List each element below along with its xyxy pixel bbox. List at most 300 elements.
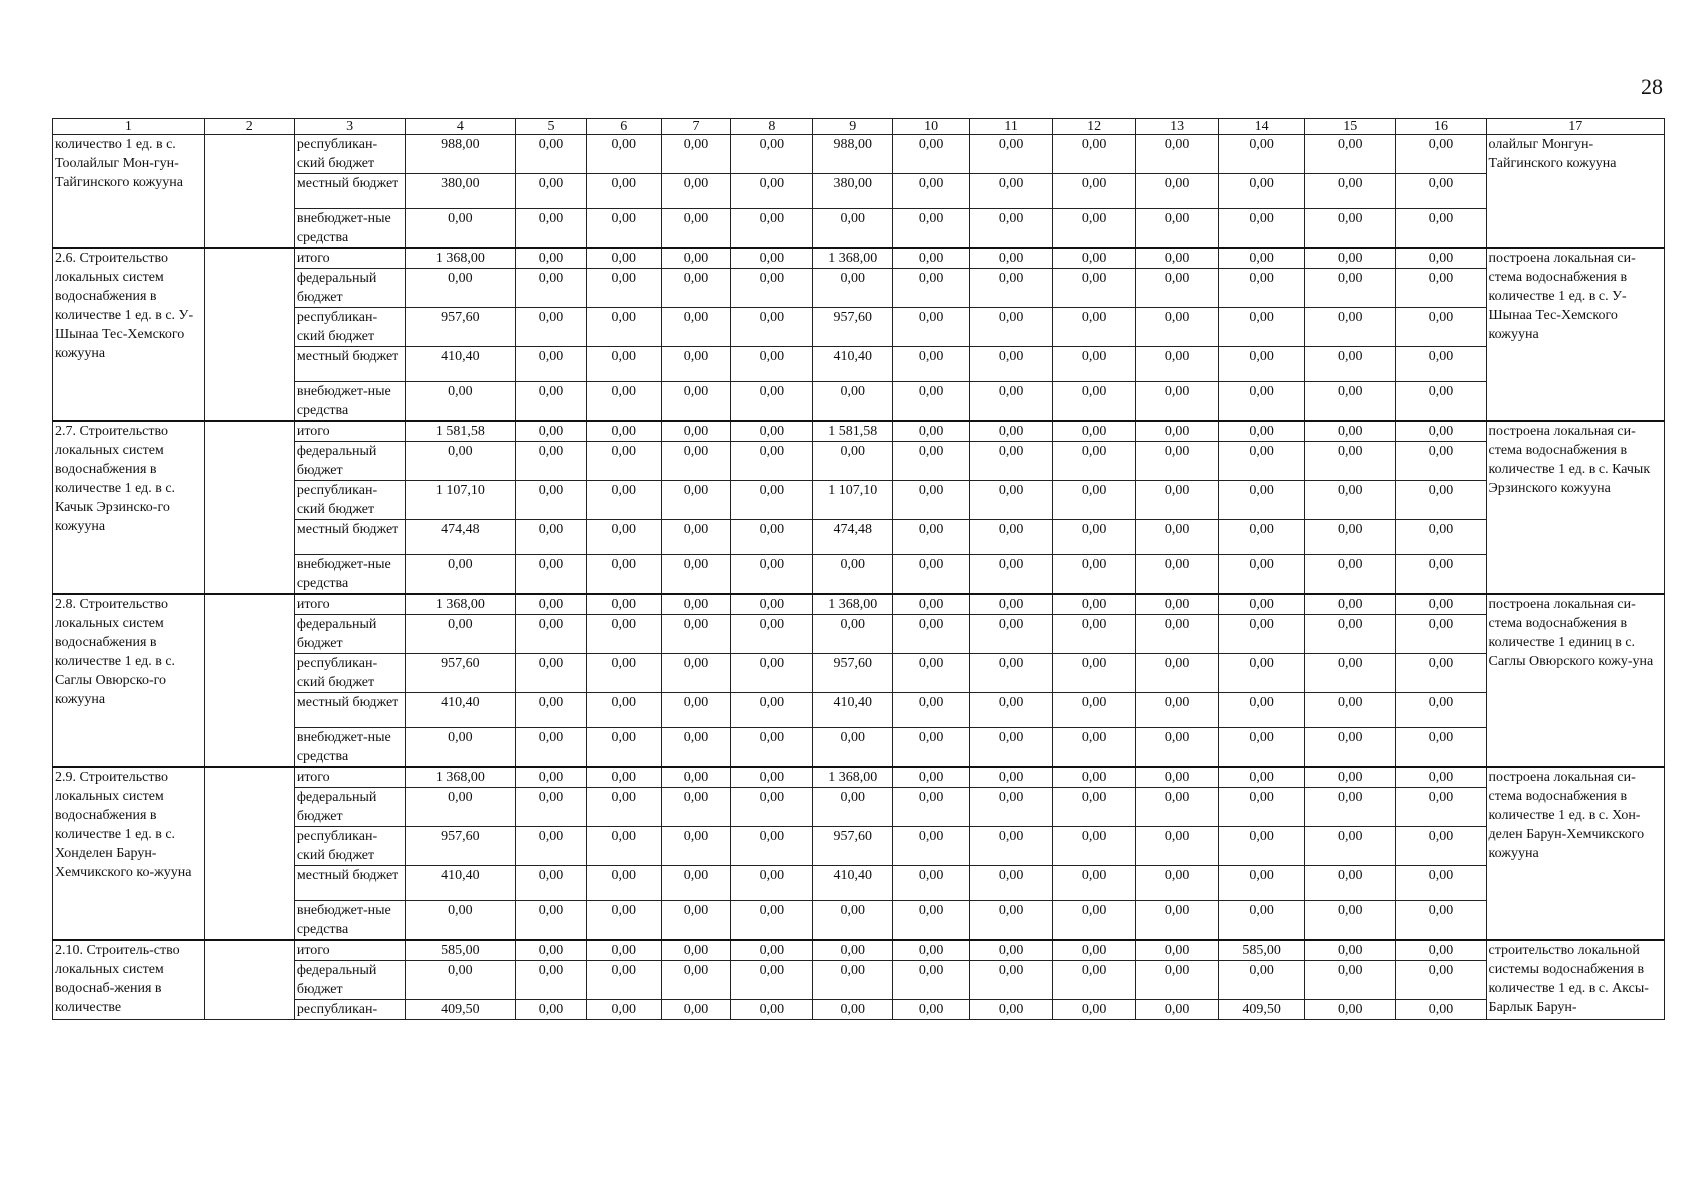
value-cell: 0,00 [661,901,731,941]
value-cell: 0,00 [970,442,1053,481]
table-row [53,421,1665,442]
value-cell: 410,40 [813,866,893,901]
value-cell: 0,00 [586,248,661,269]
value-cell: 0,00 [731,767,813,788]
value-cell: 0,00 [893,347,970,382]
value-cell: 957,60 [813,654,893,693]
funding-source-cell: местный бюджет [294,693,405,728]
value-cell: 0,00 [1396,347,1486,382]
value-cell: 0,00 [1396,827,1486,866]
value-cell: 0,00 [1305,520,1396,555]
column-2-cell [204,421,294,594]
value-cell: 0,00 [1053,693,1136,728]
table-row [53,481,1665,520]
value-cell: 0,00 [1396,442,1486,481]
value-cell: 0,00 [661,248,731,269]
value-cell: 0,00 [1305,827,1396,866]
value-cell: 0,00 [1305,615,1396,654]
value-cell: 0,00 [1053,788,1136,827]
value-cell: 0,00 [661,520,731,555]
budget-table-sheet [52,118,1665,1020]
funding-source-cell: внебюджет-ные средства [294,209,405,249]
funding-source-cell: местный бюджет [294,174,405,209]
value-cell: 0,00 [1305,866,1396,901]
value-cell: 0,00 [516,728,587,768]
value-cell: 0,00 [516,940,587,961]
value-cell: 0,00 [1305,269,1396,308]
value-cell: 0,00 [731,555,813,595]
value-cell: 0,00 [1219,693,1305,728]
value-cell: 0,00 [1305,174,1396,209]
funding-source-cell: федеральный бюджет [294,788,405,827]
value-cell: 1 368,00 [405,767,516,788]
column-number: 11 [970,119,1053,135]
value-cell: 0,00 [516,269,587,308]
value-cell: 0,00 [1305,481,1396,520]
value-cell: 0,00 [1219,728,1305,768]
table-row [53,940,1665,961]
table-row [53,174,1665,209]
value-cell: 0,00 [813,555,893,595]
value-cell: 0,00 [731,442,813,481]
value-cell: 0,00 [970,555,1053,595]
value-cell: 0,00 [516,693,587,728]
value-cell: 0,00 [1136,520,1219,555]
value-cell: 957,60 [813,308,893,347]
value-cell: 0,00 [1219,248,1305,269]
column-number: 15 [1305,119,1396,135]
column-number: 5 [516,119,587,135]
value-cell: 0,00 [731,520,813,555]
value-cell: 0,00 [1136,209,1219,249]
value-cell: 0,00 [731,901,813,941]
table-row [53,248,1665,269]
value-cell: 0,00 [1053,901,1136,941]
value-cell: 0,00 [1396,481,1486,520]
table-row [53,728,1665,768]
value-cell: 0,00 [1136,767,1219,788]
value-cell: 0,00 [1219,382,1305,422]
expected-result-cell: построена локальная си-стема водоснабжения в количестве 1 ед. в с. Хон-делен Барун-Хемчикского кожууна [1486,767,1664,940]
funding-source-cell: федеральный бюджет [294,442,405,481]
column-number-row [53,119,1665,135]
value-cell: 0,00 [1396,209,1486,249]
value-cell: 0,00 [1219,866,1305,901]
value-cell: 0,00 [1305,421,1396,442]
value-cell: 0,00 [893,827,970,866]
value-cell: 0,00 [731,248,813,269]
value-cell: 0,00 [661,347,731,382]
value-cell: 0,00 [970,421,1053,442]
value-cell: 0,00 [731,615,813,654]
value-cell: 0,00 [1053,767,1136,788]
value-cell: 0,00 [586,827,661,866]
expected-result-cell: олайлыг Монгун-Тайгинского кожууна [1486,135,1664,249]
value-cell: 0,00 [731,269,813,308]
value-cell: 0,00 [1053,728,1136,768]
value-cell: 0,00 [731,209,813,249]
value-cell: 0,00 [516,209,587,249]
value-cell: 0,00 [586,347,661,382]
column-2-cell [204,594,294,767]
value-cell: 0,00 [1219,442,1305,481]
value-cell: 0,00 [1305,1000,1396,1020]
value-cell: 0,00 [586,615,661,654]
value-cell: 0,00 [1053,1000,1136,1020]
measure-title-cell: 2.8. Строительство локальных систем водоснабжения в количестве 1 ед. в с. Саглы Овюрско-го кожууна [53,594,205,767]
value-cell: 0,00 [1053,520,1136,555]
value-cell: 0,00 [893,174,970,209]
value-cell: 0,00 [1396,788,1486,827]
value-cell: 0,00 [1053,827,1136,866]
expected-result-cell: строительство локальной системы водоснабжения в количестве 1 ед. в с. Аксы-Барлык Барун- [1486,940,1664,1020]
value-cell: 0,00 [813,382,893,422]
value-cell: 0,00 [1136,382,1219,422]
value-cell: 0,00 [893,555,970,595]
value-cell: 0,00 [1396,1000,1486,1020]
value-cell: 0,00 [516,1000,587,1020]
funding-source-cell: республикан-ский бюджет [294,827,405,866]
value-cell: 0,00 [586,728,661,768]
column-number: 13 [1136,119,1219,135]
value-cell: 0,00 [1305,940,1396,961]
column-2-cell [204,135,294,249]
value-cell: 0,00 [893,248,970,269]
value-cell: 0,00 [1136,308,1219,347]
value-cell: 0,00 [586,481,661,520]
value-cell: 0,00 [516,961,587,1000]
value-cell: 409,50 [405,1000,516,1020]
value-cell: 0,00 [1219,481,1305,520]
value-cell: 0,00 [1305,654,1396,693]
measure-title-cell: 2.7. Строительство локальных систем водоснабжения в количестве 1 ед. в с. Качык Эрзинско-го кожууна [53,421,205,594]
value-cell: 0,00 [661,594,731,615]
value-cell: 0,00 [516,767,587,788]
value-cell: 0,00 [893,693,970,728]
value-cell: 0,00 [731,866,813,901]
value-cell: 0,00 [1219,308,1305,347]
value-cell: 0,00 [813,901,893,941]
value-cell: 0,00 [405,209,516,249]
value-cell: 0,00 [661,693,731,728]
value-cell: 0,00 [1305,788,1396,827]
value-cell: 0,00 [893,615,970,654]
value-cell: 0,00 [1136,347,1219,382]
measure-title-cell: 2.6. Строительство локальных систем водоснабжения в количестве 1 ед. в с. У-Шынаа Тес-Хемского кожууна [53,248,205,421]
value-cell: 1 368,00 [405,248,516,269]
value-cell: 0,00 [516,135,587,174]
value-cell: 0,00 [813,442,893,481]
value-cell: 0,00 [731,481,813,520]
value-cell: 0,00 [893,382,970,422]
column-2-cell [204,940,294,1020]
value-cell: 0,00 [1396,248,1486,269]
value-cell: 1 107,10 [405,481,516,520]
value-cell: 0,00 [661,135,731,174]
value-cell: 0,00 [661,308,731,347]
value-cell: 0,00 [1219,961,1305,1000]
value-cell: 0,00 [1305,961,1396,1000]
value-cell: 0,00 [813,269,893,308]
value-cell: 0,00 [586,520,661,555]
value-cell: 0,00 [731,788,813,827]
value-cell: 0,00 [516,866,587,901]
value-cell: 0,00 [1305,693,1396,728]
value-cell: 0,00 [405,788,516,827]
value-cell: 0,00 [516,442,587,481]
value-cell: 0,00 [1136,555,1219,595]
value-cell: 0,00 [661,174,731,209]
value-cell: 957,60 [405,827,516,866]
funding-source-cell: местный бюджет [294,520,405,555]
value-cell: 0,00 [1396,382,1486,422]
value-cell: 0,00 [1219,269,1305,308]
expected-result-cell: построена локальная си-стема водоснабжения в количестве 1 единиц в с. Саглы Овюрского кожу-уна [1486,594,1664,767]
value-cell: 0,00 [893,788,970,827]
value-cell: 0,00 [516,421,587,442]
table-row [53,520,1665,555]
value-cell: 0,00 [731,940,813,961]
value-cell: 0,00 [516,594,587,615]
value-cell: 0,00 [405,615,516,654]
table-row [53,827,1665,866]
value-cell: 0,00 [1219,347,1305,382]
value-cell: 0,00 [1053,248,1136,269]
funding-source-cell: республикан- [294,1000,405,1020]
column-number: 8 [731,119,813,135]
value-cell: 0,00 [1053,382,1136,422]
value-cell: 0,00 [516,788,587,827]
value-cell: 0,00 [893,421,970,442]
funding-source-cell: внебюджет-ные средства [294,382,405,422]
value-cell: 0,00 [661,767,731,788]
table-row [53,308,1665,347]
value-cell: 0,00 [1136,174,1219,209]
value-cell: 0,00 [1136,654,1219,693]
funding-source-cell: республикан-ский бюджет [294,135,405,174]
expected-result-cell: построена локальная си-стема водоснабжения в количестве 1 ед. в с. Качык Эрзинского кожууна [1486,421,1664,594]
value-cell: 0,00 [813,1000,893,1020]
column-2-cell [204,248,294,421]
value-cell: 0,00 [1136,961,1219,1000]
value-cell: 0,00 [661,481,731,520]
value-cell: 0,00 [586,421,661,442]
column-number: 17 [1486,119,1664,135]
value-cell: 380,00 [405,174,516,209]
value-cell: 0,00 [970,135,1053,174]
value-cell: 0,00 [1136,940,1219,961]
column-number: 6 [586,119,661,135]
table-row [53,382,1665,422]
value-cell: 410,40 [813,693,893,728]
value-cell: 0,00 [893,654,970,693]
value-cell: 0,00 [1053,308,1136,347]
value-cell: 0,00 [970,901,1053,941]
value-cell: 0,00 [970,866,1053,901]
page-number: 28 [1641,74,1663,99]
value-cell: 0,00 [1136,866,1219,901]
value-cell: 0,00 [516,555,587,595]
value-cell: 0,00 [405,961,516,1000]
value-cell: 0,00 [1136,269,1219,308]
value-cell: 0,00 [1053,866,1136,901]
value-cell: 0,00 [661,827,731,866]
funding-source-cell: местный бюджет [294,866,405,901]
value-cell: 0,00 [1219,555,1305,595]
value-cell: 0,00 [586,308,661,347]
value-cell: 0,00 [516,901,587,941]
value-cell: 0,00 [813,209,893,249]
column-number: 9 [813,119,893,135]
funding-source-cell: республикан-ский бюджет [294,481,405,520]
value-cell: 0,00 [1396,520,1486,555]
value-cell: 0,00 [1396,767,1486,788]
value-cell: 1 581,58 [813,421,893,442]
value-cell: 0,00 [586,961,661,1000]
value-cell: 0,00 [1053,555,1136,595]
funding-source-cell: внебюджет-ные средства [294,555,405,595]
value-cell: 0,00 [813,940,893,961]
funding-source-cell: итого [294,767,405,788]
value-cell: 0,00 [1136,594,1219,615]
column-number: 16 [1396,119,1486,135]
value-cell: 0,00 [970,693,1053,728]
value-cell: 957,60 [405,654,516,693]
value-cell: 0,00 [731,961,813,1000]
value-cell: 0,00 [970,174,1053,209]
value-cell: 0,00 [1136,901,1219,941]
value-cell: 0,00 [731,693,813,728]
value-cell: 0,00 [661,615,731,654]
value-cell: 0,00 [1053,209,1136,249]
value-cell: 0,00 [731,728,813,768]
value-cell: 0,00 [405,442,516,481]
value-cell: 0,00 [1396,269,1486,308]
column-number: 12 [1053,119,1136,135]
value-cell: 0,00 [893,767,970,788]
value-cell: 0,00 [970,594,1053,615]
value-cell: 0,00 [893,728,970,768]
value-cell: 0,00 [1053,654,1136,693]
value-cell: 0,00 [970,248,1053,269]
value-cell: 0,00 [731,382,813,422]
value-cell: 0,00 [1219,594,1305,615]
value-cell: 0,00 [1305,347,1396,382]
value-cell: 0,00 [731,174,813,209]
value-cell: 0,00 [661,788,731,827]
table-row [53,269,1665,308]
table-row [53,1000,1665,1020]
value-cell: 585,00 [1219,940,1305,961]
value-cell: 0,00 [970,827,1053,866]
table-row [53,615,1665,654]
value-cell: 0,00 [1305,728,1396,768]
value-cell: 1 368,00 [813,248,893,269]
value-cell: 0,00 [1305,767,1396,788]
value-cell: 0,00 [1305,901,1396,941]
value-cell: 0,00 [586,555,661,595]
value-cell: 0,00 [1396,693,1486,728]
value-cell: 0,00 [970,728,1053,768]
value-cell: 0,00 [1136,693,1219,728]
value-cell: 0,00 [1053,615,1136,654]
value-cell: 0,00 [586,767,661,788]
column-number: 4 [405,119,516,135]
funding-source-cell: итого [294,940,405,961]
value-cell: 0,00 [893,520,970,555]
value-cell: 0,00 [586,866,661,901]
value-cell: 1 368,00 [405,594,516,615]
funding-source-cell: федеральный бюджет [294,615,405,654]
value-cell: 0,00 [893,1000,970,1020]
value-cell: 0,00 [1136,442,1219,481]
measure-title-cell: количество 1 ед. в с. Тоолайлыг Мон-гун-Тайгинского кожууна [53,135,205,249]
value-cell: 0,00 [1053,174,1136,209]
value-cell: 0,00 [970,308,1053,347]
value-cell: 0,00 [661,728,731,768]
funding-source-cell: внебюджет-ные средства [294,728,405,768]
value-cell: 0,00 [1053,594,1136,615]
value-cell: 0,00 [1396,594,1486,615]
value-cell: 0,00 [1219,174,1305,209]
value-cell: 0,00 [1396,615,1486,654]
value-cell: 1 107,10 [813,481,893,520]
value-cell: 0,00 [893,866,970,901]
value-cell: 0,00 [731,827,813,866]
value-cell: 0,00 [1136,421,1219,442]
table-row [53,654,1665,693]
expected-result-cell: построена локальная си-стема водоснабжения в количестве 1 ед. в с. У-Шынаа Тес-Хемского кожууна [1486,248,1664,421]
funding-source-cell: федеральный бюджет [294,961,405,1000]
table-row [53,555,1665,595]
table-row [53,442,1665,481]
value-cell: 1 368,00 [813,767,893,788]
column-number: 2 [204,119,294,135]
value-cell: 0,00 [586,901,661,941]
value-cell: 410,40 [405,866,516,901]
value-cell: 0,00 [1305,594,1396,615]
value-cell: 0,00 [731,594,813,615]
value-cell: 0,00 [893,269,970,308]
value-cell: 0,00 [586,594,661,615]
value-cell: 0,00 [661,442,731,481]
value-cell: 988,00 [813,135,893,174]
value-cell: 0,00 [661,269,731,308]
value-cell: 0,00 [970,481,1053,520]
table-row [53,866,1665,901]
value-cell: 0,00 [516,615,587,654]
table-row [53,767,1665,788]
value-cell: 0,00 [1136,481,1219,520]
value-cell: 0,00 [813,961,893,1000]
value-cell: 0,00 [661,1000,731,1020]
value-cell: 0,00 [1136,135,1219,174]
funding-source-cell: республикан-ский бюджет [294,654,405,693]
value-cell: 0,00 [516,827,587,866]
value-cell: 0,00 [1396,901,1486,941]
value-cell: 0,00 [1305,308,1396,347]
value-cell: 0,00 [516,174,587,209]
value-cell: 0,00 [731,654,813,693]
table-body [53,119,1665,1020]
value-cell: 0,00 [731,421,813,442]
value-cell: 0,00 [661,961,731,1000]
value-cell: 0,00 [1396,135,1486,174]
value-cell: 0,00 [970,209,1053,249]
value-cell: 0,00 [1396,555,1486,595]
value-cell: 0,00 [1136,615,1219,654]
value-cell: 0,00 [1219,654,1305,693]
